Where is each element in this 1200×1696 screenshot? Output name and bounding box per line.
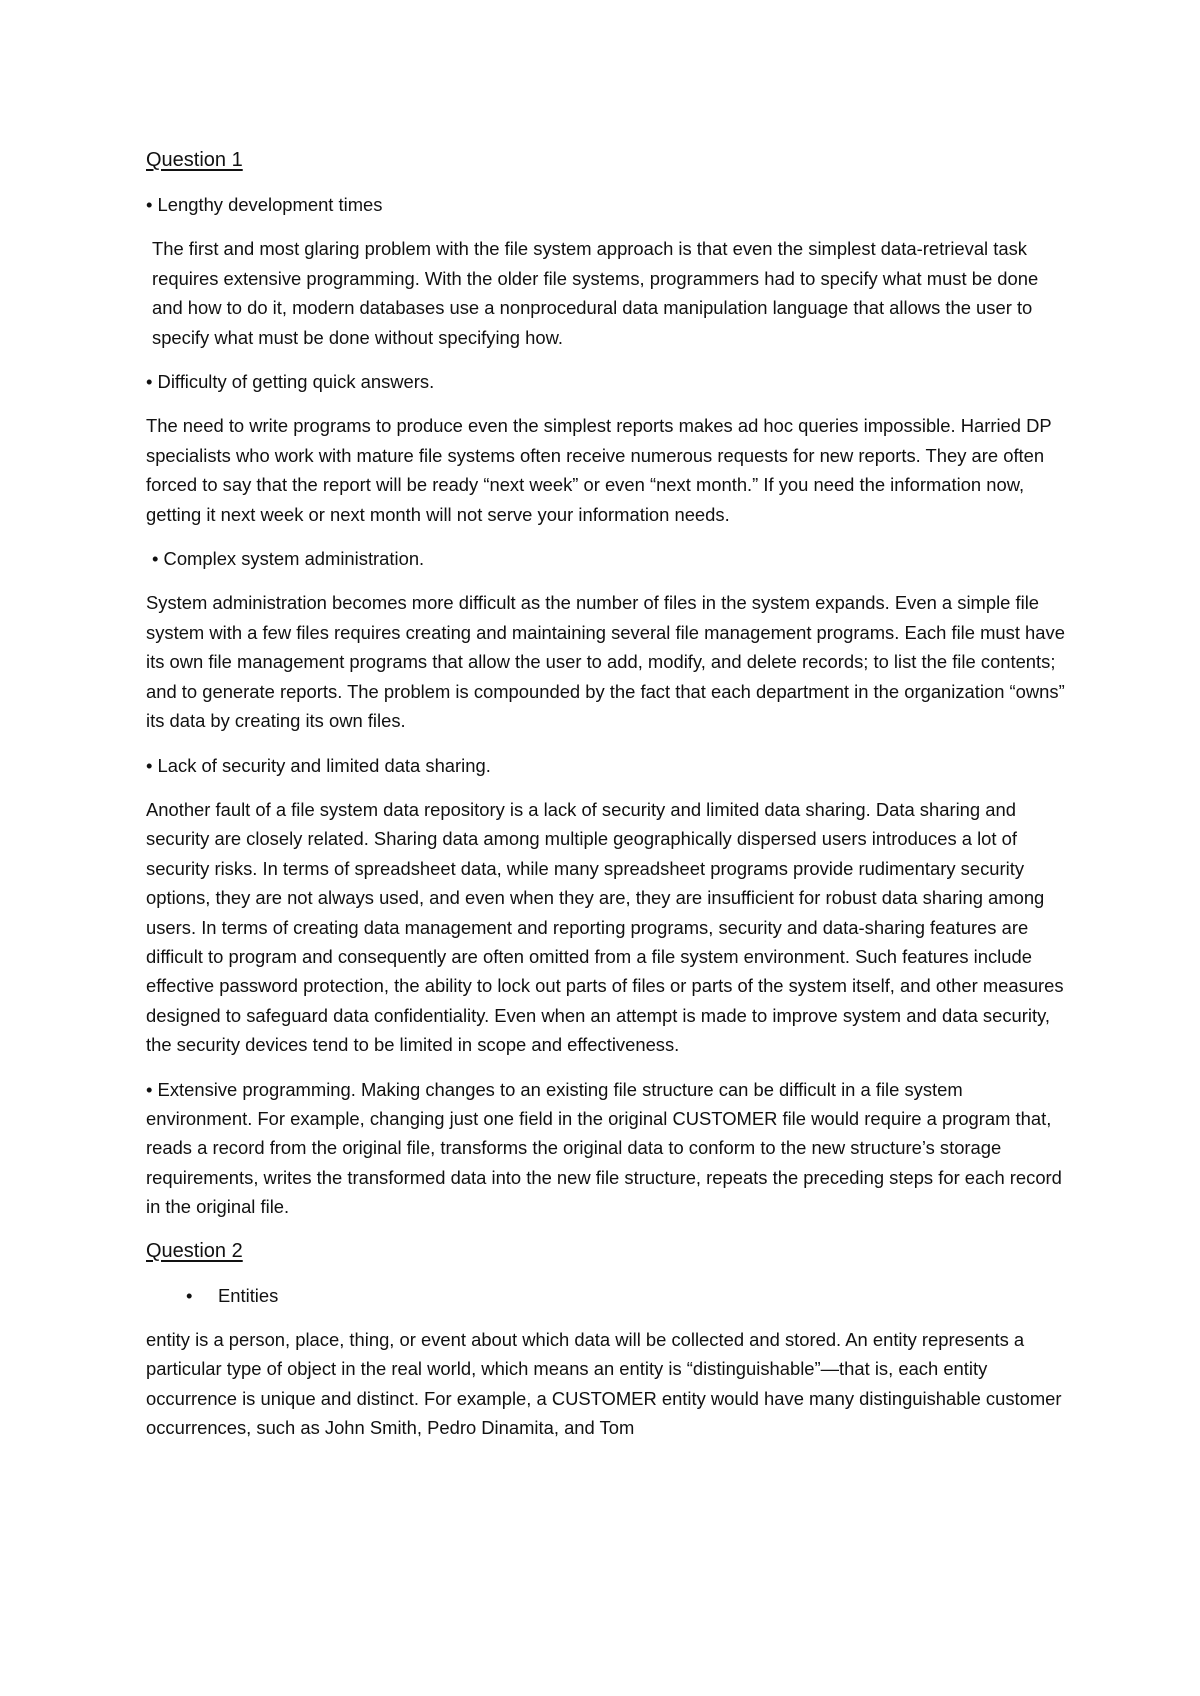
bullet-quick-answers: • Difficulty of getting quick answers. bbox=[146, 371, 435, 393]
list-item-entities bbox=[146, 1281, 1066, 1310]
paragraph-entities: entity is a person, place, thing, or event about which data will be collected and stored. An entity represents a particular type of object in the real world, which means an entity is “distinguishable”—that is, each entity occurrence is unique and distinct. For example, a CUSTOMER entity would have many distinguishable customer occurrences, such as John Smith, Pedro Dinamita, and Tom bbox=[146, 1329, 1062, 1439]
paragraph-system-administration: System administration becomes more difficult as the number of files in the system expands. Even a simple file system with a few files requires creating and maintaining several file management programs. Each file must have its own file management programs that allow the user to add, modify, and delete records; to list the file contents; and to generate reports. The problem is compounded by the fact that each department in the organization “owns” its data by creating its own files. bbox=[146, 592, 1065, 732]
bullet-system-administration: • Complex system administration. bbox=[152, 548, 425, 570]
question-2-heading: Question 2 bbox=[146, 1239, 243, 1262]
paragraph-extensive-programming: • Extensive programming. Making changes to an existing file structure can be difficult in a file system environment. For example, changing just one field in the original CUSTOMER file would require a program that, reads a record from the original file, transforms the original data to conform to the new structure’s storage requirements, writes the transformed data into the new file structure, repeats the preceding steps for each record in the original file. bbox=[146, 1078, 1062, 1218]
document-body bbox=[146, 146, 1066, 1458]
paragraph-quick-answers: The need to write programs to produce even the simplest reports makes ad hoc queries impossible. Harried DP specialists who work with mature file systems often receive numerous requests for new reports. They are often forced to say that the report will be ready “next week” or even “next month.” If you need the information now, getting it next week or next month will not serve your information needs. bbox=[146, 415, 1052, 525]
paragraph-security-sharing: Another fault of a file system data repository is a lack of security and limited data sharing. Data sharing and security are closely related. Sharing data among multiple geographically dispersed users introduces a lot of security risks. In terms of spreadsheet data, while many spreadsheet programs provide rudimentary security options, they are not always used, and even when they are, they are insufficient for robust data sharing among users. In terms of creating data management and reporting programs, security and data-sharing features are difficult to program and consequently are often omitted from a file system environment. Such features include effective password protection, the ability to lock out parts of files or parts of the system itself, and other measures designed to safeguard data confidentiality. Even when an attempt is made to improve system and data security, the security devices tend to be limited in scope and effectiveness. bbox=[146, 798, 1064, 1056]
list-item-entities-label: Entities bbox=[218, 1284, 279, 1306]
bullet-security-sharing: • Lack of security and limited data sharing. bbox=[146, 754, 491, 776]
bullet-dot: • bbox=[186, 1284, 193, 1306]
paragraph-lengthy-development: The first and most glaring problem with the file system approach is that even the simplest data-retrieval task requires extensive programming. With the older file systems, programmers had to specify what must be done and how to do it, modern databases use a nonprocedural data manipulation language that allows the user to specify what must be done without specifying how. bbox=[152, 238, 1039, 348]
question-1-heading: Question 1 bbox=[146, 149, 243, 171]
bullet-lengthy-development: • Lengthy development times bbox=[146, 194, 383, 215]
